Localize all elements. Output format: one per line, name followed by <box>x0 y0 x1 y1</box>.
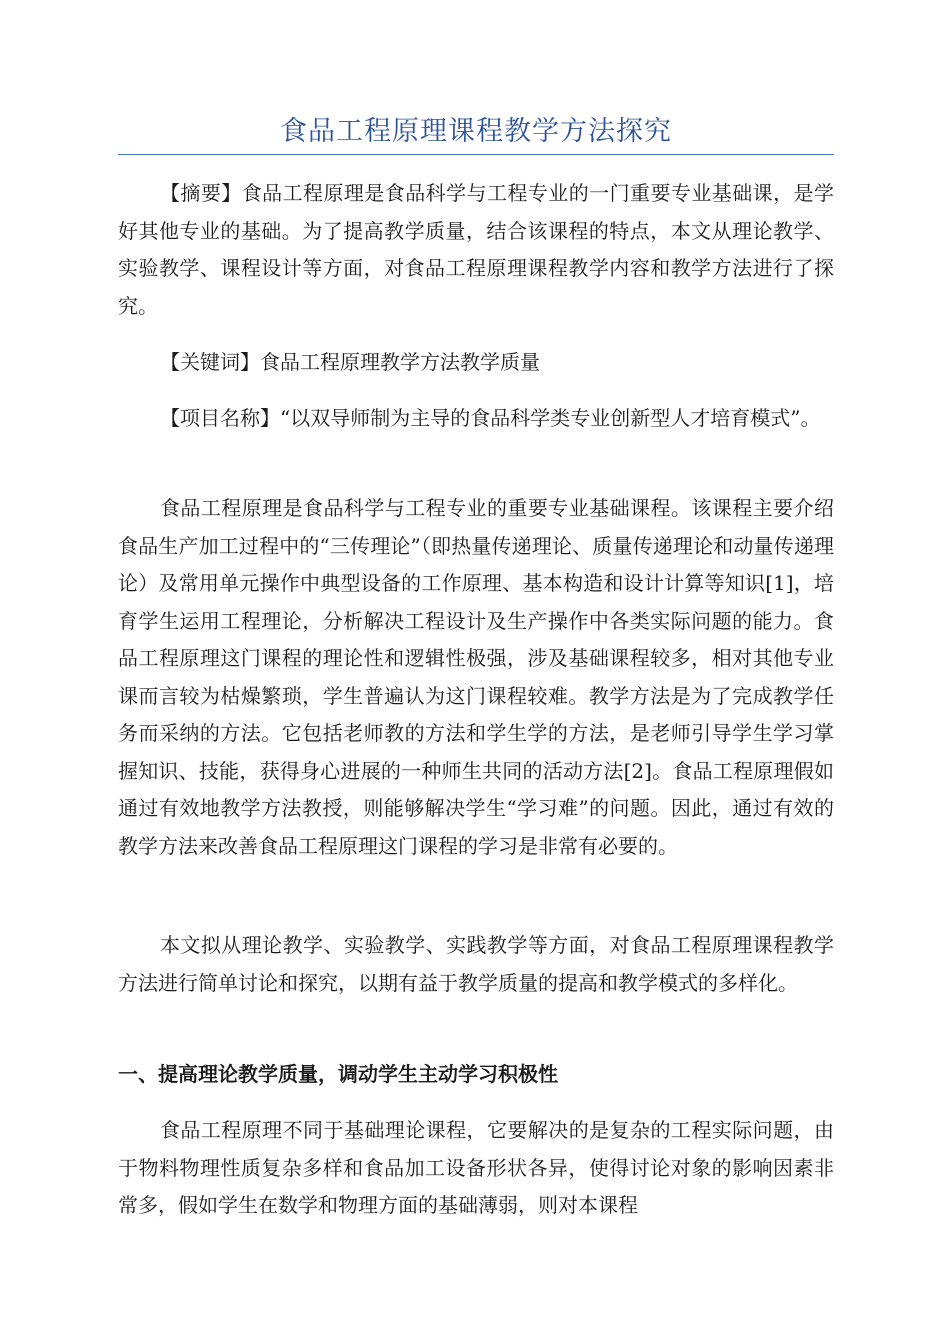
project-paragraph: 【项目名称】“以双导师制为主导的食品科学类专业创新型人才培育模式”。 <box>160 406 821 430</box>
section-heading-1: 一、提高理论教学质量，调动学生主动学习积极性 <box>118 1062 558 1086</box>
keywords-paragraph: 【关键词】食品工程原理教学方法教学质量 <box>160 350 540 374</box>
title-underline <box>118 154 834 155</box>
body-paragraph-3: 食品工程原理不同于基础理论课程，它要解决的是复杂的工程实际问题，由于物料物理性质复杂多样和食品加工设备形状各异，使得讨论对象的影响因素非常多，假如学生在数学和物理方面的基础薄弱，则对本课程 <box>118 1118 834 1217</box>
body-paragraph-1: 食品工程原理是食品科学与工程专业的重要专业基础课程。该课程主要介绍食品生产加工过程中的“三传理论”（即热量传递理论、质量传递理论和动量传递理论）及常用单元操作中典型设备的工作原理、基本构造和设计计算等知识[1]，培育学生运用工程理论，分析解决工程设计及生产操作中各类实际问题的能力。食品工程原理这门课程的理论性和逻辑性极强，涉及基础课程较多，相对其他专业课而言较为枯燥繁琐，学生普遍认为这门课程较难。教学方法是为了完成教学任务而采纳的方法。它包括老师教的方法和学生学的方法，是老师引导学生学习掌握知识、技能，获得身心进展的一种师生共同的活动方法[2]。食品工程原理假如通过有效地教学方法教授，则能够解决学生“学习难”的问题。因此，通过有效的教学方法来改善食品工程原理这门课程的学习是非常有必要的。 <box>118 496 834 858</box>
page-title: 食品工程原理课程教学方法探究 <box>280 116 672 147</box>
abstract-paragraph: 【摘要】食品工程原理是食品科学与工程专业的一门重要专业基础课，是学好其他专业的基础。为了提高教学质量，结合该课程的特点，本文从理论教学、实验教学、课程设计等方面，对食品工程原理课程教学内容和教学方法进行了探究。 <box>118 181 834 318</box>
body-paragraph-2: 本文拟从理论教学、实验教学、实践教学等方面，对食品工程原理课程教学方法进行简单讨论和探究，以期有益于教学质量的提高和教学模式的多样化。 <box>118 933 834 995</box>
